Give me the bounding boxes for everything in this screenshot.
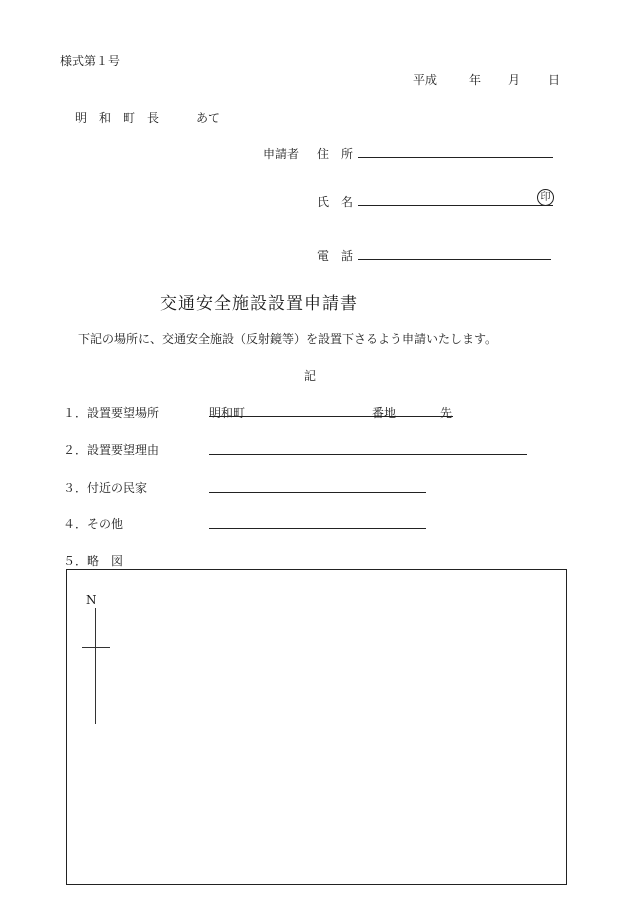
addressee-suffix: あて [196, 111, 221, 125]
item-3-field[interactable] [209, 478, 426, 493]
address-field[interactable] [358, 143, 553, 158]
name-field[interactable] [358, 191, 553, 206]
address-label: 住 所 [317, 147, 354, 161]
item-1-suffix: 先 [440, 406, 453, 420]
north-label: N [86, 593, 97, 607]
document-title: 交通安全施設設置申請書 [160, 294, 358, 314]
ki-label: 記 [304, 369, 317, 383]
phone-field[interactable] [358, 245, 551, 260]
form-number: 様式第１号 [60, 54, 121, 68]
item-2-label: ２．設置要望理由 [63, 443, 160, 457]
item-4-label: ４．その他 [63, 517, 124, 531]
date-era: 平成 [413, 73, 438, 87]
name-label: 氏 名 [317, 195, 354, 209]
item-1-label: １．設置要望場所 [63, 406, 160, 420]
seal-label: 印 [537, 189, 554, 206]
date-year: 年 [469, 73, 482, 87]
item-1-mid: 番地 [372, 406, 397, 420]
sketch-area[interactable] [66, 569, 567, 885]
item-1-prefix: 明和町 [209, 406, 246, 420]
item-2-field[interactable] [209, 440, 527, 455]
applicant-label: 申請者 [263, 147, 300, 161]
north-arrow-horizontal [82, 647, 110, 648]
intro-text: 下記の場所に、交通安全施設（反射鏡等）を設置下さるよう申請いたします。 [78, 332, 498, 346]
item-4-field[interactable] [209, 514, 426, 529]
north-arrow-vertical [95, 608, 96, 724]
item-3-label: ３．付近の民家 [63, 481, 148, 495]
item-5-label: ５．略 図 [63, 554, 124, 568]
phone-label: 電 話 [317, 249, 354, 263]
date-day: 日 [548, 73, 561, 87]
date-month: 月 [508, 73, 521, 87]
addressee-name: 明 和 町 長 [75, 111, 160, 125]
seal-mark [537, 189, 554, 206]
item-1-field[interactable] [209, 402, 453, 417]
